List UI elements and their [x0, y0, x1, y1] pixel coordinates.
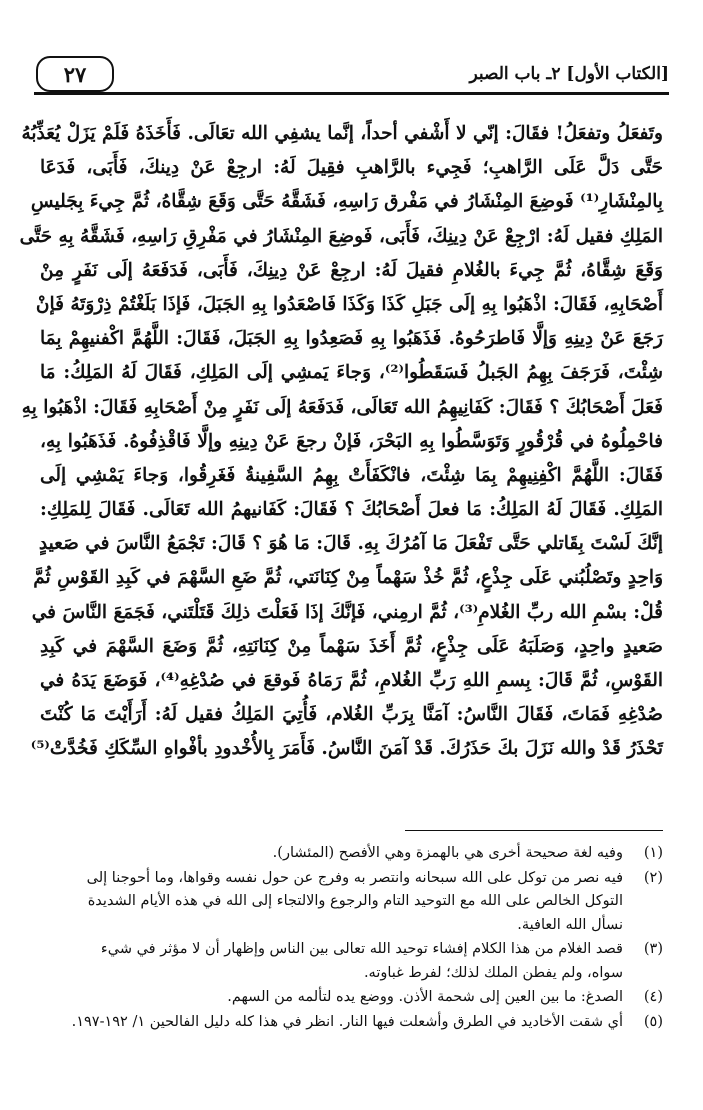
text-line: بِالمِنْشَارِ⁽¹⁾ فَوضِعَ المِنْشَارُ في مَفْرق رَاسِهِ، فَشَقَّهُ حَتَّى وَقَعَ شِقَّاهُ، ثُمَّ جِيءَ بِجَليسِ [30, 191, 663, 213]
footnote [40, 986, 663, 1010]
footnote-line: نسأل الله العافية. [517, 916, 623, 933]
footnote-number: (٢) [643, 869, 663, 886]
text-line: فَقَالَ: اللَّهُمَّ اكْفِنِيهِمْ بِمَا شِئْتَ، فانْكَفَأَتْ بِهِمُ السَّفِينةُ فَغَرِقُوا، وَجاءَ يَمْشِي إلَى [40, 464, 663, 486]
footnote-divider [405, 830, 663, 831]
footnote-text [40, 938, 623, 985]
footnotes [40, 842, 663, 1035]
text-line: وَاحِدٍ وتَصْلُبُني عَلَى جِذْعٍ، ثُمَّ خُذْ سَهْماً مِنْ كِنَانَتي، ثُمَّ ضَعِ السَّهْمَ في كَبِدِ القَوْسِ ثُمَّ [33, 567, 663, 589]
footnote-text [40, 842, 623, 866]
text-line: أَصْحَابِهِ، فَقَالَ: اذْهَبُوا بِهِ إلَى جَبَلِ كَذَا وَكَذَا فَاصْعَدُوا بِهِ الجَبَلَ، فَإذَا بَلَغْتُمْ ذِرْوَتَهُ فَإنْ [35, 293, 663, 315]
text-line: المَلِكِ. فَقَالَ لَهُ المَلِكُ: مَا فعلَ أَصْحَابُكَ ؟ فَقَالَ: كَفَانيهمُ الله تَعَالَى. فَقَالَ لِلمَلِكِ: [40, 499, 663, 521]
footnote-line: سواه، ولم يفطن الملك لذلك؛ لفرط غباوته. [363, 964, 623, 981]
footnote [40, 842, 663, 866]
text-line: فاحْمِلُوهُ في قُرْقُورٍ وَتَوَسَّطُوا بِهِ البَحْرَ، فَإنْ رجعَ عَنْ دِينِهِ وإلَّا فَاقْذِفُوهُ. فَذَهَبُوا بِهِ، [40, 430, 663, 452]
footnote-line: أي شقت الأخاديد في الطرق وأشعلت فيها النار. انظر في هذا كله دليل الفالحين ١/ ١٩٢-١٩٧. [71, 1013, 623, 1030]
footnote-line: وفيه لغة صحيحة أخرى هي بالهمزة وهي الأفصح (المئشار). [272, 845, 623, 861]
footnote-text [40, 986, 623, 1010]
footnote-line: قصد الغلام من هذا الكلام إفشاء توحيد الله تعالى بين الناس وإظهار أن لا مؤثر في شيء [100, 941, 623, 957]
text-line: صُدْغِهِ فَمَاتَ، فَقَالَ النَّاسُ: آمَنَّا بِرَبِّ الغُلام، فَأُتِيَ المَلِكُ فقيل لَهُ: أَرَأَيْتَ مَا كُنْتَ [40, 704, 663, 726]
footnote-number: (٥) [643, 1013, 663, 1030]
text-line: حَتَّى دَلَّ عَلَى الرَّاهبِ؛ فَجِيء بالرَّاهبِ فقِيلَ لَهُ: ارجِعْ عَنْ دِينكَ، فَأَبَى، فَدَعَا [40, 157, 663, 179]
footnote-text [40, 867, 623, 938]
footnote-line: الصدغ: ما بين العين إلى شحمة الأذن. ووضع يده لتألمه من السهم. [227, 989, 623, 1005]
text-line: قُلْ: بسْمِ الله ربِّ الغُلامِ⁽³⁾، ثُمَّ ارمِني، فَإنَّكَ إذَا فَعَلْتَ ذلِكَ قَتَلْتَني، فَجَمَعَ النَّاسَ في [31, 601, 663, 623]
page-header [34, 58, 669, 95]
text-line: إنَّكَ لَسْتَ بِقَاتلي حَتَّى تَفْعَلَ مَا آمُرُكَ بِهِ. قَالَ: مَا هُوَ ؟ قَالَ: تَجْمَعُ النَّاسَ في صَعيدٍ [38, 533, 663, 555]
footnote-line: فيه نصر من توكل على الله سبحانه وانتصر به وفرج عن حول نفسه وقواها، وما أحوجنا إلى [86, 869, 623, 886]
text-line: وتَفعَلُ وتفعَلُ! فقَالَ: إنّي لا أَشْفي أحداً، إنَّما يشفِي الله تعَالَى. فَأَخَذَهُ فَلَمْ يَزَلْ يُعَذِّبُهُ [21, 123, 663, 144]
text-line: تَحْذَرُ قَدْ والله نَزَلَ بكَ حَذَرُكَ. قَدْ آمَنَ النَّاسُ. فَأَمَرَ بِالأُخْدودِ بأفْواهِ السِّكَكِ فَخُدَّتْ⁽⁵⁾ [30, 738, 663, 760]
text-line: شِئْتَ، فَرَجَفَ بِهِمُ الجَبلُ فَسَقَطُوا⁽²⁾، وَجاءَ يَمشِي إلَى المَلِكِ، فَقَالَ لَهُ المَلِكُ: مَا [40, 362, 663, 384]
footnote [40, 867, 663, 938]
footnote-line: التوكل الخالص على الله مع التوحيد التام والرجوع والالتجاء إلى الله في هذه الأيام الشديدة [87, 893, 623, 909]
text-line: وَقَعَ شِقَّاهُ، ثُمَّ جِيءَ بالغُلامِ فقيلَ لَهُ: ارجِعْ عَنْ دِينِكَ، فَأَبَى، فَدَفَعَهُ إلَى نَفَرٍ مِنْ [40, 259, 663, 281]
main-text [19, 117, 663, 767]
running-title: [الكتاب الأول] ٢ـ باب الصبر [469, 64, 669, 84]
footnote [40, 1011, 663, 1035]
page-number-frame [36, 56, 114, 92]
text-line: رَجَعَ عَنْ دِينِهِ وَإلَّا فَاطرَحُوهُ. فَذَهَبُوا بِهِ فَصَعِدُوا بِهِ الجَبَلَ، فَقَالَ: اللَّهُمَّ اكْفنيهِمْ بِمَا [40, 328, 663, 350]
text-line: صَعيدٍ واحِدٍ، وَصَلَبَهُ عَلَى جِذْعٍ، ثُمَّ أَخَذَ سَهْماً مِنْ كِنَانَتِهِ، ثُمَّ وَضَعَ السَّهْمَ في كَبِدِ [40, 635, 663, 657]
text-line: فَعَلَ أَصْحَابُكَ ؟ فَقَالَ: كَفَانِيهِمُ الله تَعَالَى، فَدَفَعَهُ إلَى نَفَرٍ مِنْ أَصْحَابِهِ فَقَالَ: اذْهَبُوا بِهِ [21, 396, 663, 418]
footnote-number: (٣) [643, 941, 663, 957]
text-line: المَلِكِ فقيل لَهُ: ارْجِعْ عَنْ دِينِكَ، فَأَبَى، فَوضِعَ المِنْشَارُ في مَفْرِقِ رَاسِهِ، فَشَقَّهُ بِهِ حَتَّى [19, 225, 663, 247]
footnote-number: (١) [643, 845, 663, 861]
page-number: ٢٧ [63, 61, 87, 87]
footnote-text [40, 1011, 623, 1035]
footnote-number: (٤) [643, 989, 663, 1005]
text-line: القَوْسِ، ثُمَّ قَالَ: بِسمِ اللهِ رَبِّ الغُلامِ، ثُمَّ رَمَاهُ فَوقعَ في صُدْغِهِ⁽⁴⁾، فَوَضَعَ يَدَهُ في [40, 670, 663, 691]
footnote [40, 938, 663, 985]
